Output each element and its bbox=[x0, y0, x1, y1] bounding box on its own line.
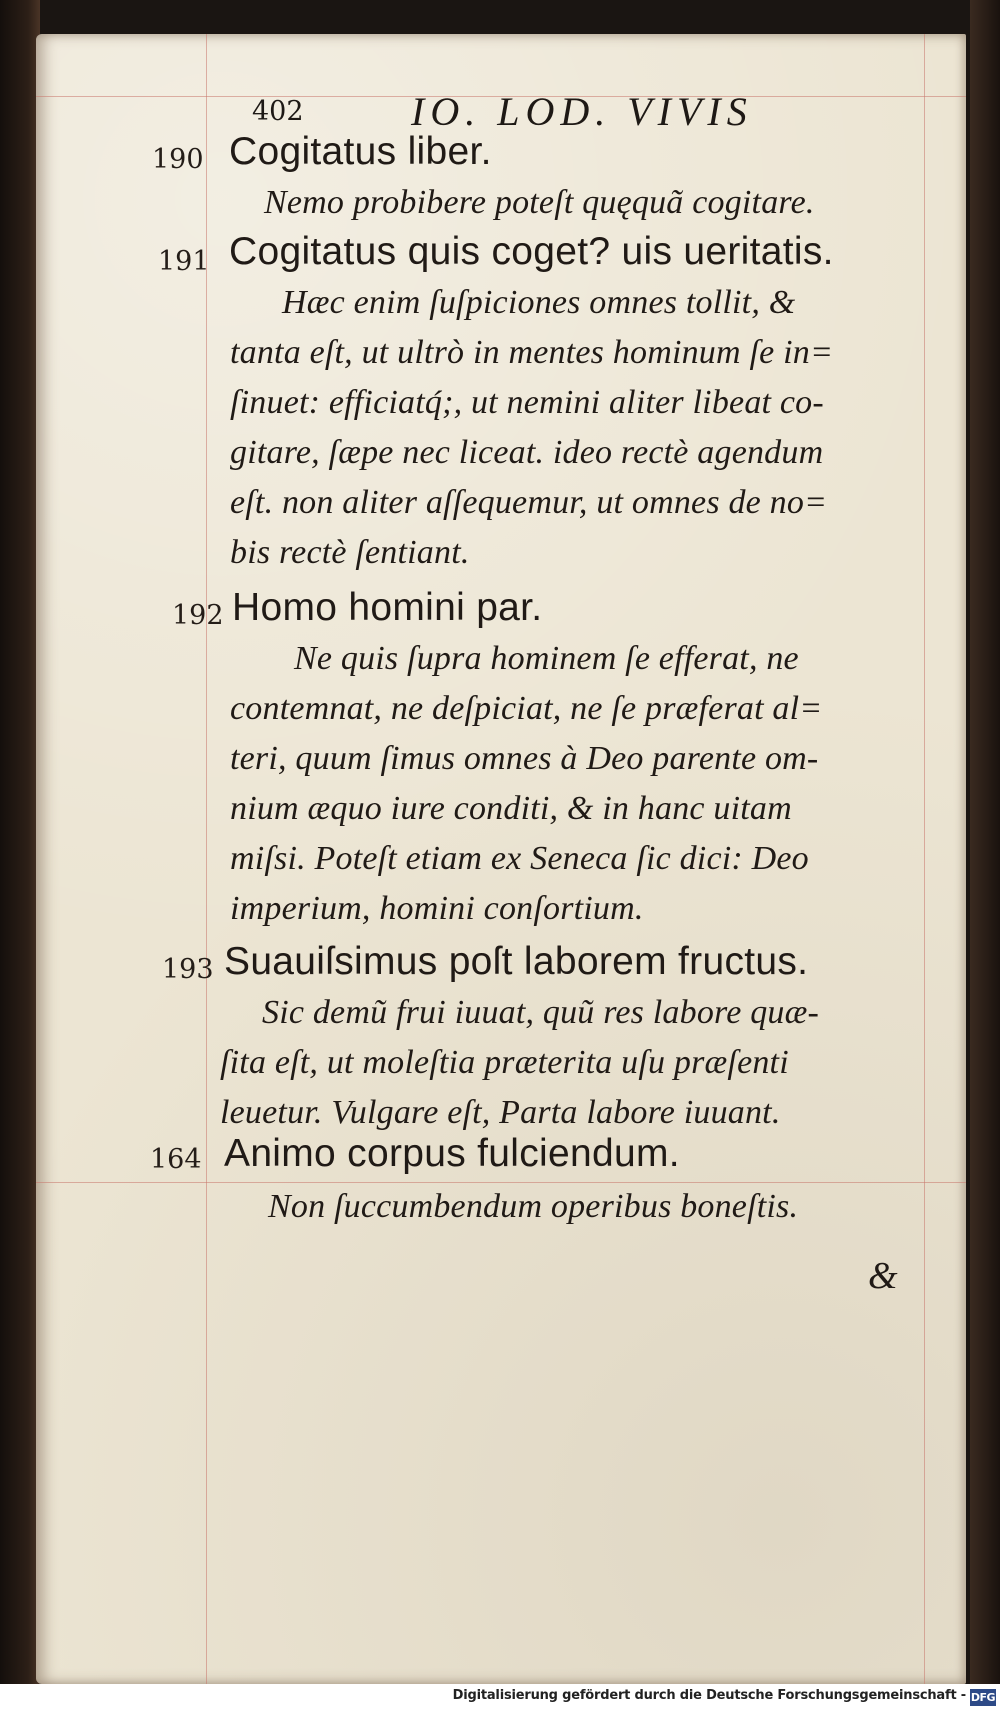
entry-body-line: ſinuet: efficiatq́;, ut nemini aliter libeat co- bbox=[230, 384, 824, 421]
entry-body-line: Non ſuccumbendum operibus boneſtis. bbox=[268, 1188, 799, 1225]
entry-number: 190 bbox=[152, 144, 204, 175]
entry-body-line: bis rectè ſentiant. bbox=[230, 534, 470, 571]
entry-heading: Cogitatus quis coget? uis ueritatis. bbox=[229, 230, 834, 273]
entry-body-line: leuetur. Vulgare eſt, Parta labore iuuant. bbox=[220, 1094, 781, 1131]
entry-body-line: eſt. non aliter aſſequemur, ut omnes de no= bbox=[230, 484, 828, 521]
entry-heading: Suauiſsimus poſt laborem fructus. bbox=[224, 940, 809, 983]
book-page bbox=[36, 34, 966, 1684]
entry-body-line: Ne quis ſupra hominem ſe efferat, ne bbox=[294, 640, 799, 677]
dfg-logo-icon[interactable]: DFG bbox=[970, 1691, 996, 1704]
digitization-footer bbox=[0, 1684, 1000, 1712]
entry-number: 192 bbox=[172, 600, 224, 631]
entry-heading: Animo corpus fulciendum. bbox=[224, 1132, 680, 1175]
book-edge bbox=[970, 0, 1000, 1712]
entry-heading: Homo homini par. bbox=[232, 586, 543, 629]
entry-number: 191 bbox=[158, 246, 210, 277]
entry-body-line: miſsi. Poteſt etiam ex Seneca ſic dici: Deo bbox=[230, 840, 809, 877]
entry-body-line: contemnat, ne deſpiciat, ne ſe præferat al= bbox=[230, 690, 823, 727]
entry-body-line: nium æquo iure conditi, & in hanc uitam bbox=[230, 790, 792, 827]
entry-body-line: teri, quum ſimus omnes à Deo parente om- bbox=[230, 740, 819, 777]
entry-body-line: tanta eſt, ut ultrò in mentes hominum ſe in= bbox=[230, 334, 834, 371]
page-number: 402 bbox=[252, 96, 304, 127]
entry-number: 193 bbox=[162, 954, 214, 985]
entry-body-line: Nemo probibere poteſt quęquã cogitare. bbox=[264, 184, 815, 221]
entry-body-line: Sic demũ frui iuuat, quũ res labore quæ- bbox=[262, 994, 819, 1031]
text-block bbox=[36, 34, 966, 1234]
catchword: & bbox=[868, 1255, 898, 1297]
footer-credit: Digitalisierung gefördert durch die Deutsche Forschungsgemeinschaft - bbox=[452, 1688, 966, 1703]
entry-number: 164 bbox=[150, 1144, 202, 1175]
entry-body-line: ſita eſt, ut moleſtia præterita uſu præſenti bbox=[220, 1044, 789, 1081]
book-spine bbox=[0, 0, 40, 1712]
entry-body-line: imperium, homini conſortium. bbox=[230, 890, 644, 927]
author-heading: IO. LOD. VIVIS bbox=[411, 89, 753, 134]
entry-body-line: Hæc enim ſuſpiciones omnes tollit, & bbox=[282, 284, 796, 321]
entry-body-line: gitare, ſæpe nec liceat. ideo rectè agendum bbox=[230, 434, 824, 471]
entry-heading: Cogitatus liber. bbox=[229, 130, 492, 173]
